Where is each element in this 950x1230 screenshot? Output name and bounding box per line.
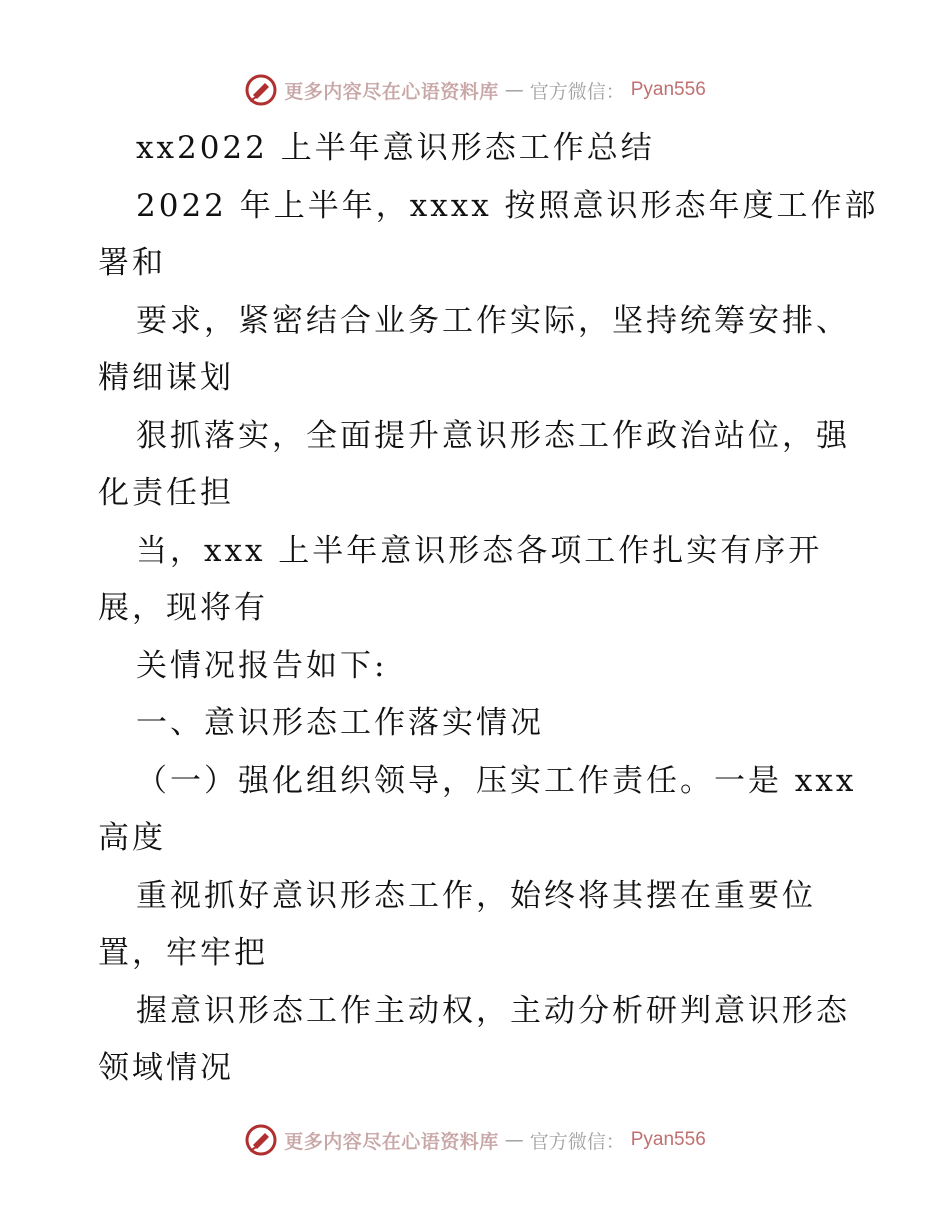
document-body (98, 120, 879, 1098)
banner-contact-id: Pyan556 (630, 79, 706, 100)
section-heading: 一、意识形态工作落实情况 (136, 705, 544, 741)
banner-separator: — (504, 79, 524, 101)
logo-icon (244, 1123, 278, 1157)
logo-icon (244, 73, 278, 107)
text-line: 化责任担 (98, 475, 234, 511)
text-line: 高度 (98, 820, 166, 856)
text-line: 精细谋划 (98, 360, 234, 396)
banner-contact-id: Pyan556 (630, 1129, 706, 1150)
header-banner (0, 70, 950, 110)
banner-slogan: 更多内容尽在心语资料库 (284, 80, 499, 103)
banner-slogan: 更多内容尽在心语资料库 (284, 1130, 499, 1153)
text-line: 领域情况 (98, 1050, 234, 1086)
text-line: 握意识形态工作主动权，主动分析研判意识形态 (136, 992, 850, 1029)
text-line: 当，xxx 上半年意识形态各项工作扎实有序开 (136, 532, 823, 569)
text-line: 署和 (98, 245, 166, 281)
text-line: 关情况报告如下: (136, 647, 388, 684)
banner-contact-label: 官方微信： (529, 80, 625, 103)
text-line: 狠抓落实，全面提升意识形态工作政治站位，强 (136, 417, 850, 454)
text-line: 置，牢牢把 (98, 935, 268, 971)
text-line: 要求，紧密结合业务工作实际，坚持统筹安排、 (136, 302, 850, 339)
document-title: xx2022 上半年意识形态工作总结 (136, 130, 655, 166)
text-line: 重视抓好意识形态工作，始终将其摆在重要位 (136, 877, 816, 914)
banner-separator: — (504, 1129, 524, 1151)
text-line: （一）强化组织领导，压实工作责任。一是 xxx (136, 762, 857, 799)
footer-banner (0, 1120, 950, 1160)
text-line: 2022 年上半年，xxxx 按照意识形态年度工作部 (136, 187, 879, 224)
banner-contact-label: 官方微信： (529, 1130, 625, 1153)
text-line: 展，现将有 (98, 590, 268, 626)
